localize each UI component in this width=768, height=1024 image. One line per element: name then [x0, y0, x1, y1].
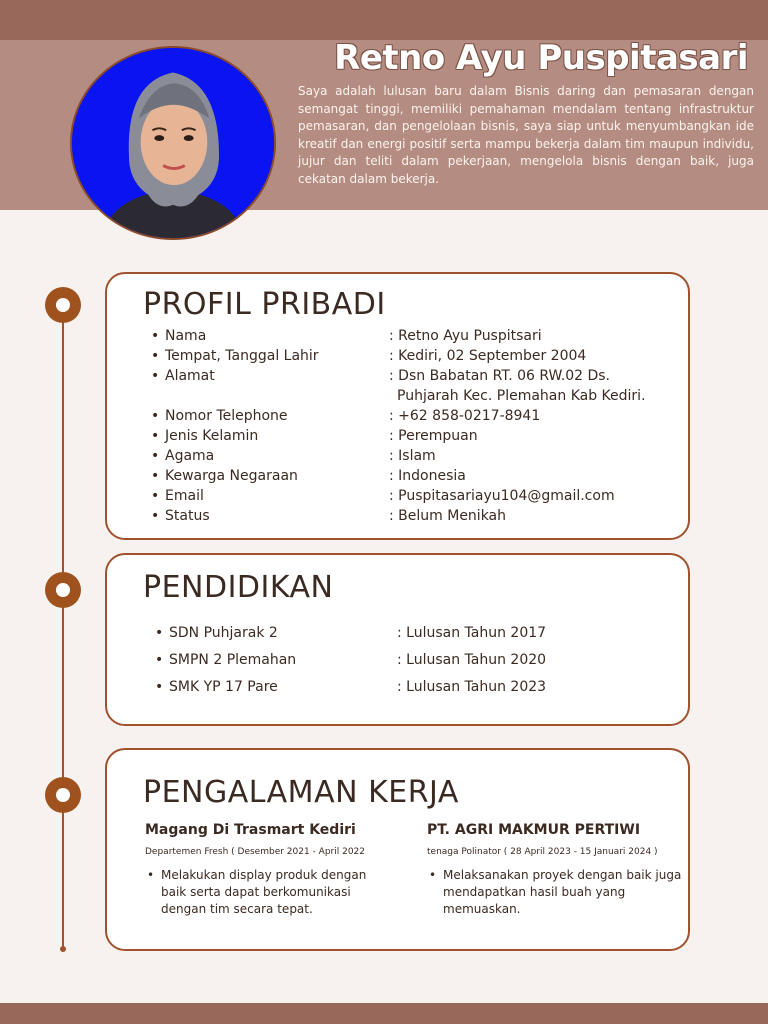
job-description: • Melakukan display produk dengan baik serta dapat berkomunikasi dengan tim secara tepat.: [147, 868, 367, 916]
pengalaman-title: PENGALAMAN KERJA: [143, 775, 459, 810]
profil-row-telepon: • Nomor Telephone : +62 858-0217-8941: [151, 408, 541, 424]
profile-photo: [70, 46, 276, 240]
profil-row-status: • Status : Belum Menikah: [151, 508, 507, 524]
job-period: tenaga Polinator ( 28 April 2023 - 15 Januari 2024 ): [427, 847, 658, 857]
profil-row-kelamin: • Jenis Kelamin : Perempuan: [151, 428, 478, 444]
profil-row-nama: • Nama : Retno Ayu Puspitsari: [151, 328, 542, 344]
summary-text: Saya adalah lulusan baru dalam Bisnis daring dan pemasaran dengan semangat tinggi, memiliki pemahaman mendalam tentang infrastruktur pemasaran, dan pengelolaan bisnis, saya siap untuk menyumbangkan ide kreatif dan energi positif serta mampu bekerja dalam tim maupun individu, jujur dan teliti dalam pekerjaan, mengelola bisnis dengan baik, juga cekatan dalam bekerja.: [298, 84, 754, 186]
timeline-dot-pengalaman: [45, 777, 81, 813]
job-description: • Melaksanakan proyek dengan baik juga mendapatkan hasil buah yang memuaskan.: [429, 868, 682, 916]
job-agri-makmur: [427, 822, 682, 918]
bottom-strip: [0, 1003, 768, 1024]
pengalaman-card: [105, 748, 690, 951]
job-company: Magang Di Trasmart Kediri: [145, 822, 356, 838]
top-strip: [0, 0, 768, 40]
profil-row-email: • Email : Puspitasariayu104@gmail.com: [151, 488, 615, 504]
timeline-line: [62, 305, 64, 950]
pendidikan-title: PENDIDIKAN: [143, 570, 334, 605]
candidate-name: Retno Ayu Puspitasari: [334, 38, 748, 78]
timeline-dot-profil: [45, 287, 81, 323]
pendidikan-card: [105, 553, 690, 726]
pendidikan-row: • SMK YP 17 Pare : Lulusan Tahun 2023: [155, 679, 547, 695]
profil-title: PROFIL PRIBADI: [143, 287, 386, 322]
profil-row-kewarganegaraan: • Kewarga Negaraan : Indonesia: [151, 468, 466, 484]
timeline-dot-pendidikan: [45, 572, 81, 608]
timeline-end-dot: [60, 946, 66, 952]
profil-row-alamat: • Alamat : Dsn Babatan RT. 06 RW.02 Ds. Puhjarah Kec. Plemahan Kab Kediri.: [151, 368, 646, 404]
job-trasmart: [145, 822, 395, 918]
job-company: PT. AGRI MAKMUR PERTIWI: [427, 822, 641, 838]
profil-row-ttl: • Tempat, Tanggal Lahir : Kediri, 02 September 2004: [151, 348, 587, 364]
profil-card: [105, 272, 690, 540]
pendidikan-row: • SDN Puhjarak 2 : Lulusan Tahun 2017: [155, 625, 547, 641]
profil-row-agama: • Agama : Islam: [151, 448, 436, 464]
job-period: Departemen Fresh ( Desember 2021 - April 2022: [145, 847, 365, 857]
pendidikan-row: • SMPN 2 Plemahan : Lulusan Tahun 2020: [155, 652, 547, 668]
